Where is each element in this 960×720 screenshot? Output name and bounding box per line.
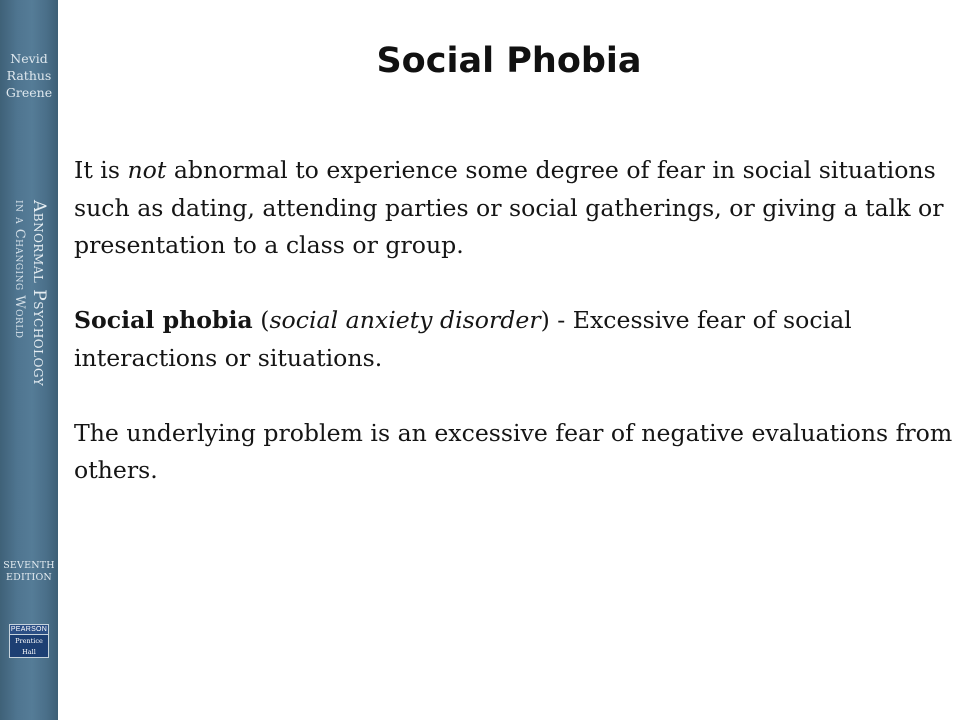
intro-emphasis: not — [127, 156, 167, 184]
book-cover-sidebar — [0, 0, 58, 720]
edition-line: EDITION — [6, 572, 52, 583]
author-name: Rathus — [6, 68, 52, 83]
publisher-name: PEARSON — [10, 626, 48, 633]
publisher-logo — [9, 624, 49, 658]
definition-text: ) - Excessive fear of social interactions or situations. — [74, 306, 852, 372]
book-title-line2: in a Changing World — [12, 200, 27, 339]
intro-text-before: It is — [74, 156, 128, 184]
edition-line: SEVENTH — [3, 560, 55, 571]
paragraph-definition — [74, 302, 954, 377]
slide-title: Social Phobia — [376, 41, 642, 81]
definition-term: Social phobia — [74, 306, 253, 334]
publisher-imprint: Prentice Hall — [15, 637, 43, 656]
author-name: Greene — [5, 85, 53, 100]
definition-open-paren: ( — [252, 306, 270, 334]
slide-body — [74, 152, 954, 527]
book-title-graphic — [3, 190, 55, 530]
book-authors — [0, 50, 58, 101]
paragraph-underlying-problem: The underlying problem is an excessive fear of negative evaluations from others. — [74, 418, 953, 484]
book-edition — [0, 560, 58, 584]
intro-text-after: abnormal to experience some degree of fear in social situations such as dating, attending parties or social gatherings, or giving a talk or presentation to a class or group. — [74, 156, 944, 259]
author-name: Nevid — [10, 51, 48, 66]
book-title-line1: Abnormal Psychology — [29, 200, 49, 387]
definition-alt-term: social anxiety disorder — [269, 306, 541, 334]
paragraph-intro — [74, 152, 954, 265]
book-title-vertical — [3, 190, 55, 530]
